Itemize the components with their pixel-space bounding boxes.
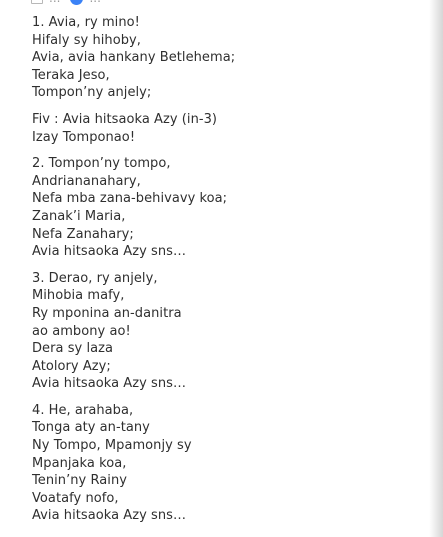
lyrics-line: Andriananahary,	[32, 173, 141, 189]
lyrics-line: Mpanjaka koa,	[32, 455, 127, 471]
lyrics-line: Avia, avia hankany Betlehema;	[32, 50, 236, 66]
lyrics-line: Nefa Zanahary;	[32, 226, 134, 242]
post-meta	[31, 0, 101, 5]
song-lyrics	[32, 14, 412, 534]
lyrics-line: Tenin’ny Rainy	[32, 473, 127, 489]
lyrics-stanza	[32, 155, 412, 261]
lyrics-line: Teraka Jeso,	[32, 67, 110, 83]
calendar-icon	[31, 0, 43, 4]
lyrics-line: Tonga aty an-tany	[32, 420, 150, 436]
lyrics-line: Atolory Azy;	[32, 358, 111, 374]
lyrics-stanza	[32, 14, 412, 102]
lyrics-line: Tompon’ny anjely;	[32, 85, 152, 101]
lyrics-line: 3. Derao, ry anjely,	[32, 270, 158, 286]
lyrics-stanza	[32, 111, 412, 146]
lyrics-line: Dera sy laza	[32, 341, 114, 357]
lyrics-line: Zanak’i Maria,	[32, 208, 126, 224]
lyrics-line: 4. He, arahaba,	[32, 402, 134, 418]
lyrics-line: Ny Tompo, Mpamonjy sy	[32, 438, 192, 454]
lyrics-line: Hifaly sy hihoby,	[32, 32, 141, 48]
lyrics-line: Izay Tomponao!	[32, 129, 136, 145]
lyrics-line: Voatafy nofo,	[32, 490, 119, 506]
lyrics-line: Fiv : Avia hitsaoka Azy (in-3)	[32, 111, 218, 127]
lyrics-line: 1. Avia, ry mino!	[32, 15, 140, 30]
lyrics-line: 2. Tompon’ny tompo,	[32, 156, 171, 172]
lyrics-stanza	[32, 270, 412, 393]
lyrics-line: Ry mponina an-danitra	[32, 305, 182, 321]
lyrics-line: Mihobia mafy,	[32, 288, 125, 304]
lyrics-line: Avia hitsaoka Azy sns…	[32, 376, 187, 392]
lyrics-line: Nefa mba zana-behivavy koa;	[32, 191, 228, 207]
lyrics-stanza	[32, 402, 412, 525]
language-icon[interactable]	[70, 0, 83, 5]
post-language	[89, 0, 100, 5]
page-edge-shadow	[429, 0, 443, 537]
lyrics-line: Avia hitsaoka Azy sns…	[32, 244, 187, 260]
post-date	[49, 0, 60, 5]
lyrics-line: Avia hitsaoka Azy sns…	[32, 508, 187, 524]
lyrics-line: ao ambony ao!	[32, 323, 131, 339]
